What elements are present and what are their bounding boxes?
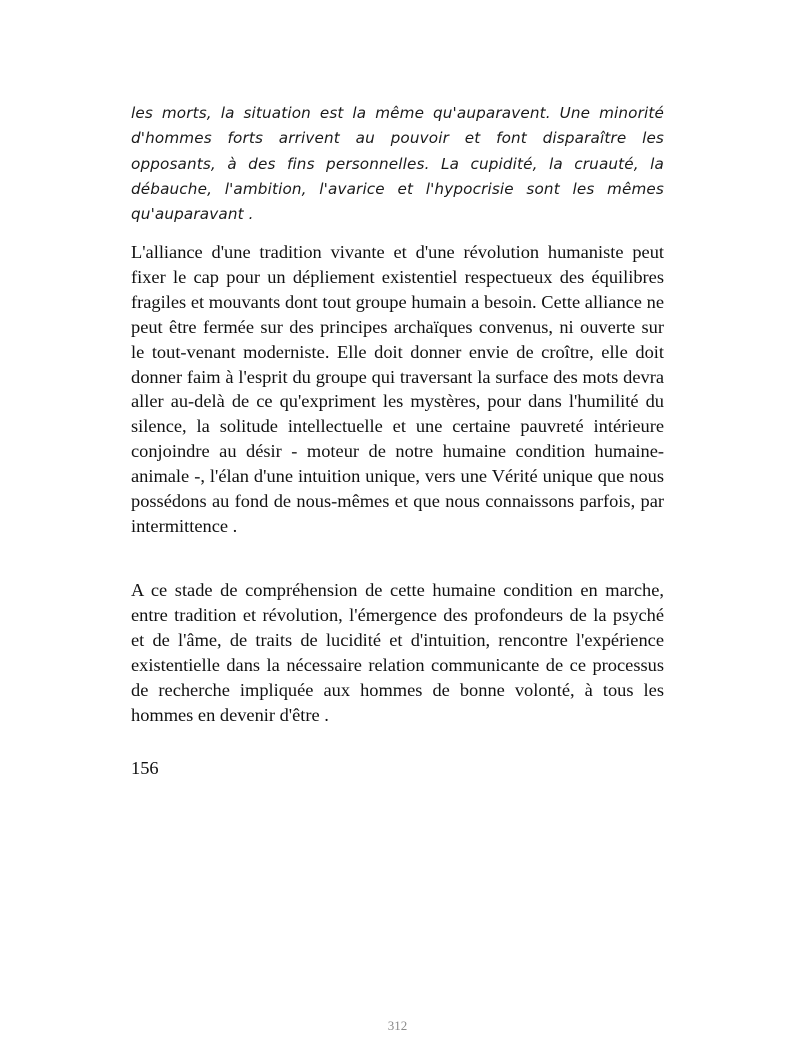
italic-quote-paragraph: les morts, la situation est la même qu'auparavent. Une minorité d'hommes forts arrivent au pouvoir et font disparaître les opposants, à des fins personnelles. La cupidité, la cruauté, la débauche, l'ambition, l'avarice et l'hypocrisie sont les mêmes qu'auparavant . [131,104,664,224]
body-paragraph-alliance: L'alliance d'une tradition vivante et d'une révolution humaniste peut fixer le cap pour un dépliement existentiel respectueux des équilibres fragiles et mouvants dont tout groupe humain a besoin. Cette alliance ne peut être fermée sur des principes archaïques convenus, ni ouverte sur le tout-venant moderniste. Elle doit donner envie de croître, elle doit donner faim à l'esprit du groupe qui traversant la surface des mots devra aller au-delà de ce qu'expriment les mystères, pour dans l'humilité du silence, la solitude intellectuelle et une certaine pauvreté intérieure conjoindre au désir - moteur de notre humaine condition humaine-animale -, l'élan d'une intuition unique, vers une Vérité unique que nous possédons au fond de nous-mêmes et que nous connaissons parfois, par intermittence . [131,242,664,536]
endnote-number: 156 [131,758,159,778]
body-paragraph-stade: A ce stade de compréhension de cette humaine condition en marche, entre tradition et révolution, l'émergence des profondeurs de la psyché et de l'âme, de traits de lucidité et d'intuition, rencontre l'expérience existentielle dans la nécessaire relation communicante de ce processus de recherche impliquée aux hommes de bonne volonté, à tous les hommes en devenir d'être . [131,580,664,725]
page-number: 312 [387,1018,408,1033]
